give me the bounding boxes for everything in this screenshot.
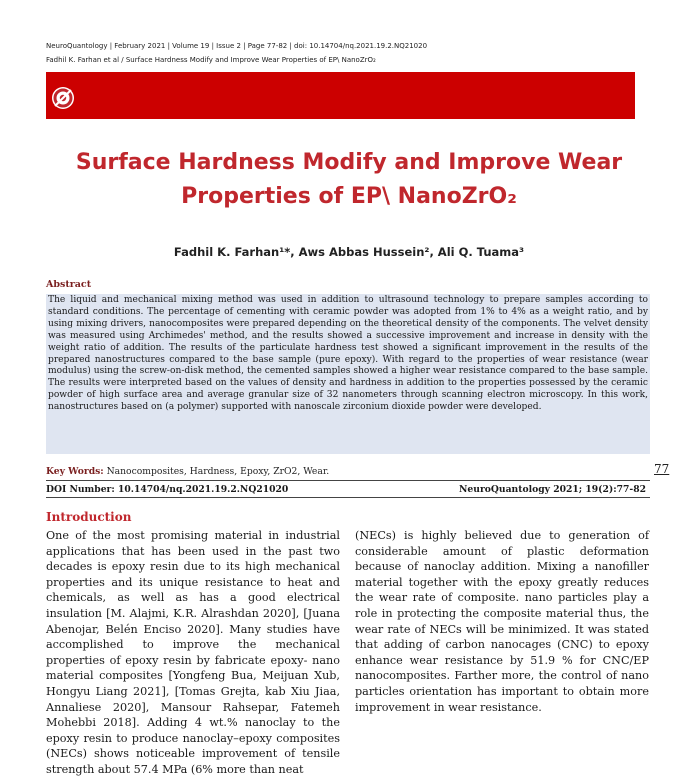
journal-header-line: NeuroQuantology | February 2021 | Volume 19 | Issue 2 | Page 77-82 | doi: 10.14704/nq.2021.19.2.NQ21020 <box>46 42 428 50</box>
introduction-column-1: One of the most promising material in industrial applications that has been used in the past two decades is epoxy resin due to its high mechanical properties and its unique resistance to heat and chemicals, as well as has a good electrical insulation [M. Alajmi, K.R. Alrashdan 2020], [Juana Abenojar, Belén Enciso 2020]. Many studies have accomplished to improve the mechanical properties of epoxy resin by fabricate epoxy- nano material composites [Yongfeng Bua, Meijuan Xub, Hongyu Liang 2021], [Tomas Grejta, kab Xiu Jiaa, Annaliese 2020], Mansour Rahsepar, Fatemeh Mohebbi 2018]. Adding 4 wt.% nanoclay to the epoxy resin to produce nanoclay–epoxy composites (NECs) shows noticeable improvement of tensile strength about 57.4 MPa (6% more than neat <box>46 529 340 776</box>
journal-logo-icon <box>51 86 75 110</box>
introduction-heading: Introduction <box>46 510 132 524</box>
divider-bottom <box>46 497 650 498</box>
keywords-text: Nanocomposites, Hardness, Epoxy, ZrO2, Wear. <box>106 466 330 477</box>
journal-banner <box>46 72 635 119</box>
doi-number: DOI Number: 10.14704/nq.2021.19.2.NQ21020 <box>46 484 289 495</box>
page-number: 77 <box>654 462 670 476</box>
introduction-column-2: (NECs) is highly believed due to generation of considerable amount of plastic deformation because of nanoclay addition. Mixing a nanofiller material together with the epoxy greatly reduces the wear rate of composite. nano particles play a role in protecting the composite material thus, the wear rate of NECs will be minimized. It was stated that adding of carbon nanocages (CNC) to epoxy enhance wear resistance by 51.9 % for CNC/EP nanocomposites. Farther more, the control of nano particles orientation has important to obtain more improvement in wear resistance. <box>355 529 649 714</box>
paper-title-line-1: Surface Hardness Modify and Improve Wear <box>75 150 623 175</box>
abstract-heading: Abstract <box>46 279 92 290</box>
paper-title-line-2: Properties of EP\ NanoZrO₂ <box>181 184 517 209</box>
divider-top <box>46 480 650 481</box>
journal-citation: NeuroQuantology 2021; 19(2):77-82 <box>459 484 646 495</box>
author-list: Fadhil K. Farhan¹*, Aws Abbas Hussein², Ali Q. Tuama³ <box>173 245 525 259</box>
keywords-label: Key Words: <box>46 466 104 477</box>
keywords <box>46 466 329 477</box>
running-title: Fadhil K. Farhan et al / Surface Hardness Modify and Improve Wear Properties of EP\ NanoZrO₂ <box>46 56 376 64</box>
abstract-text: The liquid and mechanical mixing method was used in addition to ultrasound technology to prepare samples according to standard conditions. The percentage of cementing with ceramic powder was adopted from 1% to 4% as a weight ratio, and by using mixing drivers, nanocomposites were prepared depending on the theoretical density of the components. The velvet density was measured using Archimedes' method, and the results showed a successive improvement and increase in density with the weight ratio of addition. The results of the particulate hardness test showed a significant improvement in the results of the prepared nanostructures compared to the base sample (pure epoxy). With regard to the properties of wear resistance (wear modulus) using the screw-on-disk method, the cemented samples showed a higher wear resistance compared to the base sample. The results were interpreted based on the values of density and hardness in addition to the properties possessed by the ceramic powder of high surface area and average granular size of 32 nanometers through scanning electron microscopy. In this work, nanostructures based on (a polymer) supported with nanoscale zirconium dioxide powder were developed. <box>46 294 650 454</box>
